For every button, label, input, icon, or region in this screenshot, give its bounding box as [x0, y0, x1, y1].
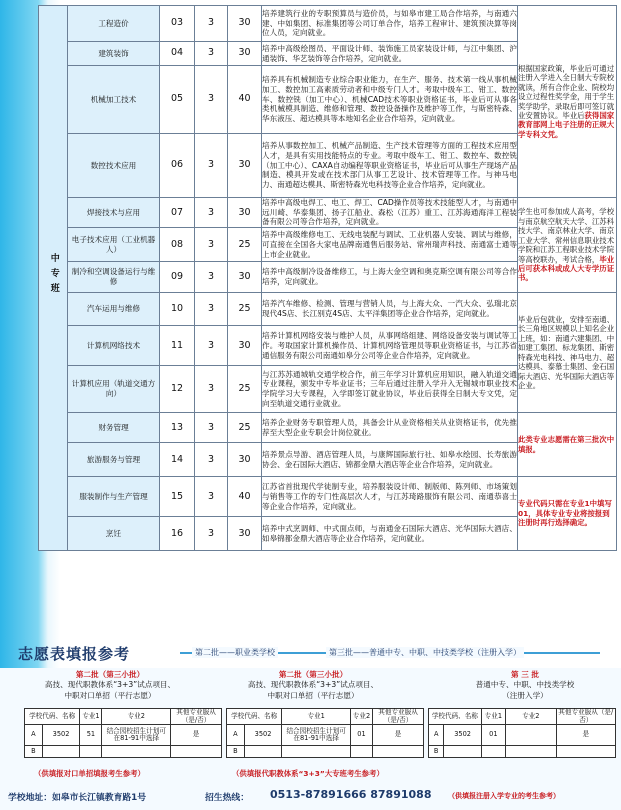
enrollment-count: 30 [228, 198, 262, 228]
major-name: 财务管理 [68, 413, 160, 443]
major-code: 06 [160, 134, 195, 198]
enrollment-count: 25 [228, 293, 262, 326]
enrollment-count: 30 [228, 326, 262, 366]
form-cell: 3502 [42, 725, 80, 746]
section-title: 志愿表填报参考 [18, 645, 131, 663]
table-row [39, 293, 617, 326]
form-cell: 结合园校招生计划可在81-91中选择 [282, 725, 351, 746]
category-label: 中专班 [48, 253, 59, 299]
study-years: 3 [195, 66, 228, 134]
form-header-other: 其他专业服从（是/否） [556, 709, 615, 725]
footer-note: （供填报注册入学专业的考生参考） [448, 792, 560, 800]
major-code: 04 [160, 42, 195, 66]
form-cell: 是 [556, 725, 615, 746]
column-line: 中职对口单招（平行志愿） [64, 690, 156, 700]
major-name: 制冷和空调设备运行与维修 [68, 262, 160, 293]
enrollment-count: 30 [228, 6, 262, 42]
major-code: 16 [160, 517, 195, 551]
form-cell: B [227, 746, 245, 758]
study-years: 3 [195, 293, 228, 326]
sample-form-2 [226, 708, 424, 758]
study-years: 3 [195, 134, 228, 198]
study-years: 3 [195, 262, 228, 293]
major-name: 焊接技术与应用 [68, 198, 160, 228]
form-cell [505, 746, 556, 758]
form-cell: A [227, 725, 245, 746]
major-name: 计算机应用（轨道交通方向） [68, 366, 160, 413]
major-code: 09 [160, 262, 195, 293]
enrollment-count: 30 [228, 262, 262, 293]
major-code: 11 [160, 326, 195, 366]
column-batch2-3plus3 [228, 670, 398, 701]
form-row [25, 746, 222, 758]
table-row [39, 477, 617, 517]
form-row [227, 725, 424, 746]
enrollment-count: 30 [228, 443, 262, 477]
form-cell: 3502 [444, 725, 481, 746]
form-note-1: （供填报对口单招填报考生参考） [34, 769, 145, 778]
enrollment-count: 30 [228, 134, 262, 198]
sample-form-1 [24, 708, 222, 758]
table-row [39, 6, 617, 42]
major-table [38, 5, 617, 551]
form-cell [556, 746, 615, 758]
note-text: 毕业后包就业，安排至南通、长三角地区规模以上知名企业上班，如：南通六建集团、中如建工集团、标龙集团、斯密特森光电科技、神马电力、超达模具、泰慕士集团、金石国际大酒店、光华国际大酒店等企业。 [518, 314, 615, 391]
note-cell [518, 293, 617, 413]
form-cell: 01 [350, 725, 372, 746]
study-years: 3 [195, 413, 228, 443]
note-highlight: 专业代码只需在专业1中填写01，具体专业专业将按报到注册时再行选择确定。 [518, 499, 612, 528]
note-cell [518, 413, 617, 477]
form-header-major2: 专业2 [102, 709, 171, 725]
study-years: 3 [195, 42, 228, 66]
form-cell: A [25, 725, 43, 746]
enrollment-count: 30 [228, 517, 262, 551]
form-cell [282, 746, 351, 758]
form-note-2: （供填报代职教体系“3+3”大专班考生参考） [232, 769, 384, 778]
batch3-subtitle: 第三批——普通中专、中职、中技类学校（注册入学） [326, 647, 524, 658]
form-header-major2: 专业2 [505, 709, 556, 725]
form-cell [171, 746, 222, 758]
column-line: （注册入学） [502, 690, 548, 700]
major-code: 10 [160, 293, 195, 326]
enrollment-count: 30 [228, 42, 262, 66]
major-name: 烹饪 [68, 517, 160, 551]
major-description: 江苏省首批现代学徒制专业，培养服装设计师、制版师、陈列师、市场策划与销售等工作的专门性高层次人才，与江苏琦路服饰有限公司、南通恭喜士等企业合作培养，定向就业。 [262, 477, 518, 517]
study-years: 3 [195, 228, 228, 262]
form-header-major2: 专业2 [350, 709, 372, 725]
major-description: 培养中高级制冷设备维修工，与上海大金空调和奥克斯空调有限公司等合作培养，定向就业。 [262, 262, 518, 293]
major-description: 培养具有机械制造专业综合职业能力，在生产、服务、技术第一线从事机械加工、数控加工高素质劳动者和中级专门人才。考取中级车工、钳工、数控车、数控铣（加工中心）、机械CAD技术等职业资格证书，毕业后可从事各类机械模具制造、维修和管理、数控设备操作及维护等工作，与斯密特森、华东液压、超达模具等本地知名企业合作培养，定向就业。 [262, 66, 518, 134]
column-batch2-unified [30, 670, 190, 701]
major-name: 服装制作与生产管理 [68, 477, 160, 517]
major-code: 13 [160, 413, 195, 443]
column-line: 高技、现代职教体系“3+3”试点项目、 [44, 680, 176, 690]
major-name: 电子技术应用（工业机器人） [68, 228, 160, 262]
major-name: 数控技术应用 [68, 134, 160, 198]
column-line: 中职对口单招（平行志愿） [267, 690, 359, 700]
note-text: 学生也可参加成人高考，学校与南京航空航天大学、江苏科技大学、南京林业大学、南京工业大学、常州信息职业技术学院和江苏工程职业技术学院等高校联办，考试合格， [518, 207, 615, 264]
form-cell: 01 [481, 725, 505, 746]
form-header-row [429, 709, 616, 725]
major-description: 培养建筑行业的专职预算员与造价员，与如皋市建工局合作培养，与南通六建、中如集团、标准集团等公司订单合作，培养工程审计、建筑预决算等岗位人员，定向就业。 [262, 6, 518, 42]
major-code: 07 [160, 198, 195, 228]
form-cell: 51 [80, 725, 102, 746]
major-name: 建筑装饰 [68, 42, 160, 66]
form-header-code: 学校代码、名称 [25, 709, 80, 725]
form-row [25, 725, 222, 746]
major-description: 与江苏苏通城轨交通学校合作，前三年学习计算机应用知识，融入轨道交通专业课程，颁发中专毕业证书；三年后通过注册入学升入无锡城市职业技术学院学习大专课程，入学即签订就业协议，毕业后获得全日制大专文凭，定向至轨道交通行业就业。 [262, 366, 518, 413]
study-years: 3 [195, 366, 228, 413]
form-cell [350, 746, 372, 758]
hotline-number: 0513-87891666 87891088 [270, 788, 432, 801]
major-code: 03 [160, 6, 195, 42]
form-header-row [25, 709, 222, 725]
note-text: 根据国家政策，毕业后可通过注册入学进入全日制大专院校就读，所有合作企业、院校均设立过程性奖学金，用于学生奖学助学，录取后即可签订就业安置协议。毕业后 [518, 63, 615, 120]
study-years: 3 [195, 443, 228, 477]
form-header-row [227, 709, 424, 725]
form-row [227, 746, 424, 758]
major-name: 汽车运用与维修 [68, 293, 160, 326]
form-cell: 3502 [244, 725, 282, 746]
major-name: 机械加工技术 [68, 66, 160, 134]
enrollment-count: 25 [228, 413, 262, 443]
form-cell: 结合园校招生计划可在81-91中选择 [102, 725, 171, 746]
study-years: 3 [195, 326, 228, 366]
column-heading: 第 三 批 [510, 670, 540, 679]
column-line: 普通中专、中职、中技类学校 [475, 680, 575, 690]
enrollment-count: 25 [228, 228, 262, 262]
note-cell [518, 6, 617, 198]
school-address: 学校地址：如皋市长江镇教育路1号 [8, 793, 147, 803]
major-description: 培养中高级绘图员、平面设计师、装饰施工员家装设计师，与江中集团、沪通装饰、华艺装饰等合作培养，定向就业。 [262, 42, 518, 66]
table-row [39, 413, 617, 443]
note-cell [518, 198, 617, 293]
form-cell: 是 [373, 725, 424, 746]
note-cell [518, 477, 617, 551]
major-code: 08 [160, 228, 195, 262]
form-cell: 是 [171, 725, 222, 746]
major-description: 培养中高级电焊工、电工、焊工、CAD操作员等技术技能型人才，与南通中远川崎、华泰集团、扬子江船业、森松（江苏）重工、江苏海通海洋工程装备有限公司等合作培养，定向就业。 [262, 198, 517, 227]
form-header-code: 学校代码、名称 [227, 709, 282, 725]
column-heading: 第二批（第三小批） [75, 670, 145, 679]
major-code: 14 [160, 443, 195, 477]
category-cell [39, 6, 68, 551]
form-cell [80, 746, 102, 758]
form-cell: B [429, 746, 444, 758]
column-line: 高技、现代职教体系“3+3”试点项目、 [247, 680, 379, 690]
enrollment-count: 40 [228, 66, 262, 134]
major-code: 05 [160, 66, 195, 134]
form-header-major1: 专业1 [282, 709, 351, 725]
hotline-label: 招生热线： [205, 793, 249, 803]
study-years: 3 [195, 517, 228, 551]
column-batch3 [440, 670, 610, 701]
form-header-other: 其他专业服从（是/否） [373, 709, 424, 725]
form-header-major1: 专业1 [481, 709, 505, 725]
sample-form-3 [428, 708, 616, 758]
major-name: 计算机网络技术 [68, 326, 160, 366]
footer [0, 786, 621, 810]
study-years: 3 [195, 477, 228, 517]
form-cell [444, 746, 481, 758]
form-cell [505, 725, 556, 746]
form-cell [373, 746, 424, 758]
major-code: 15 [160, 477, 195, 517]
major-description: 培养汽车维修、检测、管理与营销人员，与上海大众、一汽大众、弘瑞北京现代4S店、长江别克4S店、太平洋集团等企业合作培养，定向就业。 [262, 293, 518, 326]
enrollment-count: 40 [228, 477, 262, 517]
form-cell: A [429, 725, 444, 746]
form-header-code: 学校代码、名称 [429, 709, 482, 725]
major-description: 培养企业财务专职管理人员，具备会计从业资格相关从业资格证书，优先推荐至大型企业专职会计岗位就业。 [262, 413, 518, 443]
form-cell [481, 746, 505, 758]
study-years: 3 [195, 198, 228, 228]
major-name: 旅游服务与管理 [68, 443, 160, 477]
form-header-other: 其他专业服从（是/否） [171, 709, 222, 725]
note-highlight: 此类专业志愿需在第三批次中填报。 [518, 435, 615, 454]
major-name: 工程造价 [68, 6, 160, 42]
note-highlight: 毕业后可获本科或成人大专学历证书。 [518, 254, 615, 283]
form-cell [102, 746, 171, 758]
form-cell [42, 746, 80, 758]
major-description: 培养计算机网络安装与维护人员，从事网络组建、网络设备安装与调试等工作。考取国家计算机操作员、计算机网络管理员等职业资格证书，与江苏省通信服务有限公司南通如皋分公司等企业合作培养，定向就业。 [262, 326, 518, 366]
major-description: 培养景点导游、酒店管理人员，与康辉国际旅行社、如皋水绘园、长寿旅游协会、金石国际大酒店、锦都金鼎大酒店等企业合作培养，定向就业。 [262, 443, 518, 477]
enrollment-count: 25 [228, 366, 262, 413]
note-highlight: 获得国家教育部网上电子注册的正规大学专科文凭。 [518, 110, 615, 139]
form-row [429, 725, 616, 746]
major-description: 培养中式烹调师、中式面点师，与南通金石国际大酒店、光华国际大酒店、如皋锦都金鼎大酒店等企业合作培养，定向就业。 [262, 517, 518, 551]
column-heading: 第二批（第三小批） [278, 670, 348, 679]
form-row [429, 746, 616, 758]
major-description: 培养从事数控加工、机械产品制造、生产技术管理等方面的工程技术应用型人才，是具有实用技能特点的专业。考取中级车工、钳工、数控车、数控铣（加工中心）、CAXA自动编程等职业资格证书，毕业后可从事生产现场产品制造、模具开发或在技术部门从事工艺设计、技术管理等工作。与神马电力、南通超达模具、斯密特森光电科技等企业合作培养，定向就业。 [262, 134, 518, 198]
batch2-subtitle: 第二批——职业类学校 [192, 647, 278, 658]
table-row [39, 198, 617, 228]
major-description: 培养中高级维修电工、无线电装配与调试、工业机器人安装、调试与维修，可直接在全国各大家电品牌南通售后服务站、常州瑞声科技、南通富士通等上市企业就业。 [262, 228, 518, 262]
form-header-major1: 专业1 [80, 709, 102, 725]
major-code: 12 [160, 366, 195, 413]
study-years: 3 [195, 6, 228, 42]
form-cell [244, 746, 282, 758]
form-cell: B [25, 746, 43, 758]
